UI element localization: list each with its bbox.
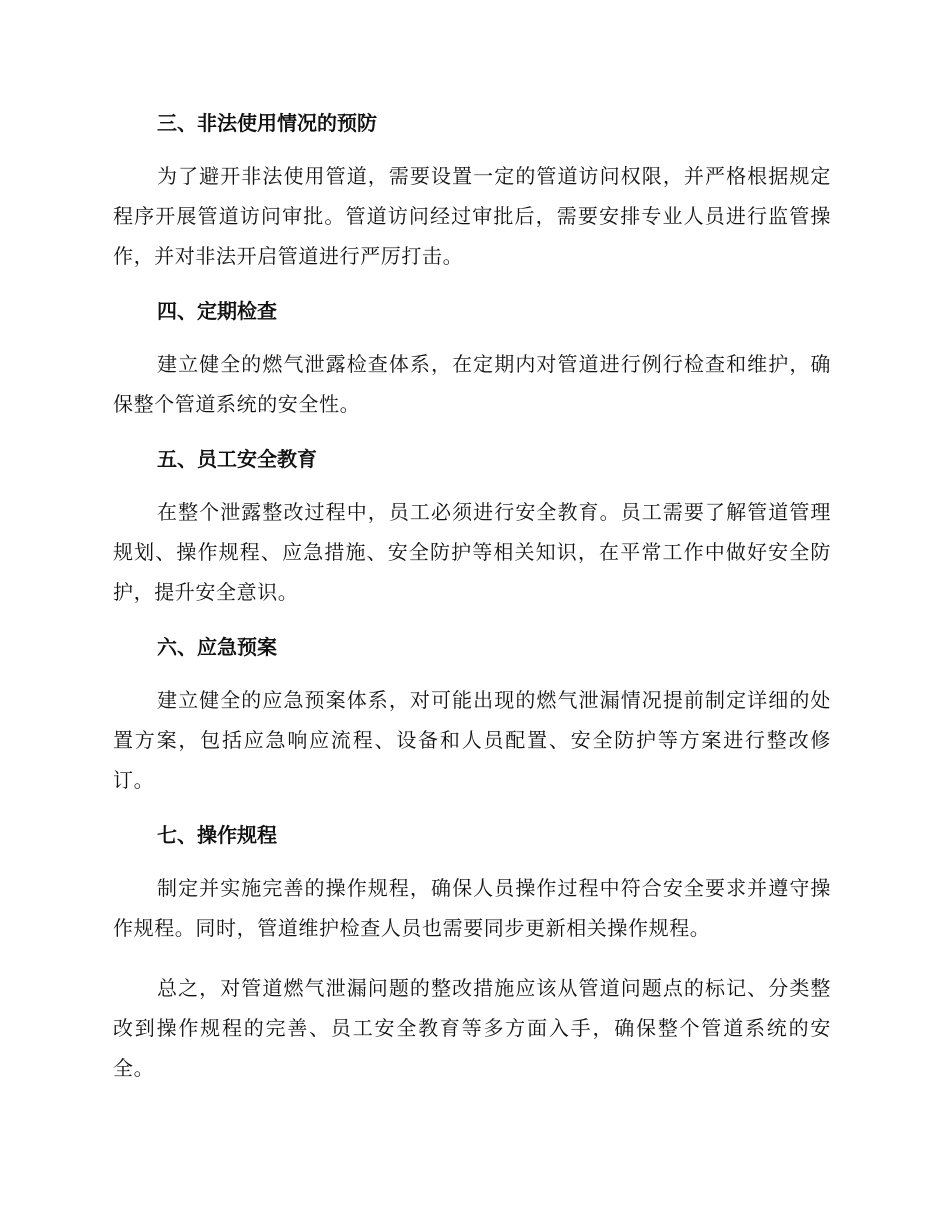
- section-body-emergency-plan: 建立健全的应急预案体系，对可能出现的燃气泄漏情况提前制定详细的处置方案，包括应急响应流程、设备和人员配置、安全防护等方案进行整改修订。: [113, 688, 831, 792]
- section-heading-periodic-inspection: 四、定期检查: [157, 299, 277, 323]
- section-body-operating-procedures: 制定并实施完善的操作规程，确保人员操作过程中符合安全要求并遵守操作规程。同时，管道维护检查人员也需要同步更新相关操作规程。: [113, 876, 831, 940]
- section-heading-emergency-plan: 六、应急预案: [157, 635, 277, 659]
- section-heading-safety-education: 五、员工安全教育: [157, 447, 317, 471]
- document-content: [113, 108, 831, 1088]
- section-body-illegal-use: 为了避开非法使用管道，需要设置一定的管道访问权限，并严格根据规定程序开展管道访问审批。管道访问经过审批后，需要安排专业人员进行监管操作，并对非法开启管道进行严厉打击。: [113, 164, 831, 268]
- section-heading-illegal-use: 三、非法使用情况的预防: [157, 111, 377, 135]
- section-heading-operating-procedures: 七、操作规程: [157, 823, 277, 847]
- section-body-safety-education: 在整个泄露整改过程中，员工必须进行安全教育。员工需要了解管道管理规划、操作规程、应急措施、安全防护等相关知识，在平常工作中做好安全防护，提升安全意识。: [113, 500, 831, 604]
- conclusion-paragraph: 总之，对管道燃气泄漏问题的整改措施应该从管道问题点的标记、分类整改到操作规程的完善、员工安全教育等多方面入手，确保整个管道系统的安全。: [113, 976, 831, 1080]
- section-body-periodic-inspection: 建立健全的燃气泄露检查体系，在定期内对管道进行例行检查和维护，确保整个管道系统的安全性。: [113, 352, 831, 416]
